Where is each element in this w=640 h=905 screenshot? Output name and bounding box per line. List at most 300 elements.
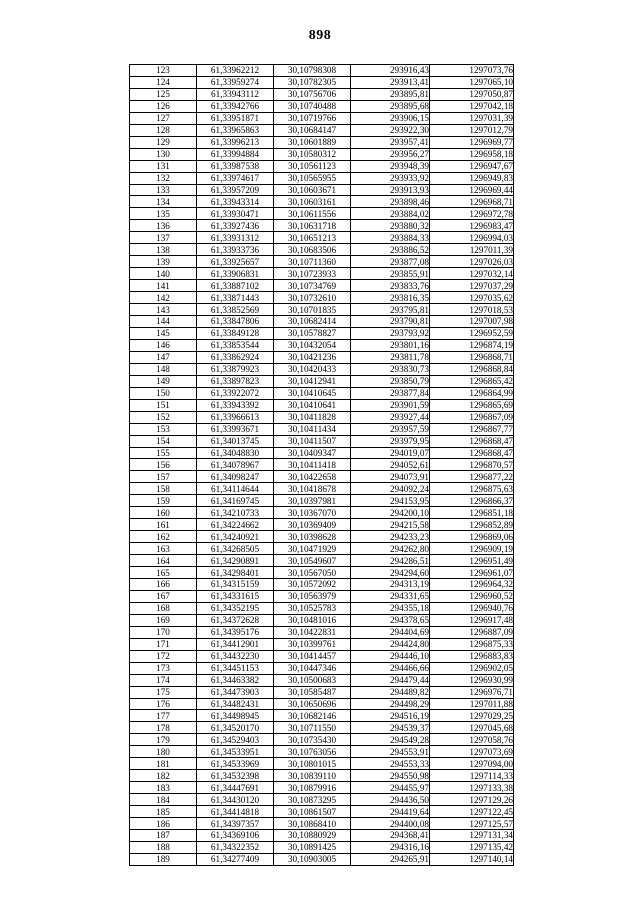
point-number-cell: 163: [130, 543, 197, 555]
x-coordinate-cell: 294052,61: [351, 459, 430, 471]
x-coordinate-cell: 294262,80: [351, 543, 430, 555]
point-number-cell: 134: [130, 196, 197, 208]
x-coordinate-cell: 293898,46: [351, 196, 430, 208]
y-coordinate-cell: 1296883,83: [430, 650, 514, 662]
longitude-cell: 30,10500683: [274, 674, 351, 686]
table-row: [130, 268, 514, 280]
latitude-cell: 61,33887102: [197, 280, 274, 292]
point-number-cell: 178: [130, 722, 197, 734]
y-coordinate-cell: 1297032,14: [430, 268, 514, 280]
point-number-cell: 169: [130, 614, 197, 626]
point-number-cell: 135: [130, 208, 197, 220]
y-coordinate-cell: 1296870,57: [430, 459, 514, 471]
y-coordinate-cell: 1297012,79: [430, 124, 514, 136]
latitude-cell: 61,33897823: [197, 375, 274, 387]
longitude-cell: 30,10798308: [274, 65, 351, 77]
x-coordinate-cell: 293922,30: [351, 124, 430, 136]
longitude-cell: 30,10399761: [274, 638, 351, 650]
x-coordinate-cell: 294316,16: [351, 841, 430, 853]
x-coordinate-cell: 294553,33: [351, 758, 430, 770]
x-coordinate-cell: 294479,44: [351, 674, 430, 686]
table-row: [130, 746, 514, 758]
latitude-cell: 61,33943314: [197, 196, 274, 208]
latitude-cell: 61,34224662: [197, 519, 274, 531]
point-number-cell: 154: [130, 435, 197, 447]
y-coordinate-cell: 1296868,47: [430, 435, 514, 447]
table-row: [130, 363, 514, 375]
point-number-cell: 155: [130, 447, 197, 459]
latitude-cell: 61,33966613: [197, 411, 274, 423]
x-coordinate-cell: 293790,81: [351, 316, 430, 328]
latitude-cell: 61,34098247: [197, 471, 274, 483]
point-number-cell: 153: [130, 423, 197, 435]
point-number-cell: 131: [130, 160, 197, 172]
point-number-cell: 137: [130, 232, 197, 244]
table-row: [130, 172, 514, 184]
x-coordinate-cell: 293880,32: [351, 220, 430, 232]
point-number-cell: 158: [130, 483, 197, 495]
y-coordinate-cell: 1296865,42: [430, 375, 514, 387]
x-coordinate-cell: 294215,58: [351, 519, 430, 531]
table-row: [130, 662, 514, 674]
latitude-cell: 61,33852569: [197, 304, 274, 316]
point-number-cell: 149: [130, 375, 197, 387]
table-row: [130, 316, 514, 328]
table-row: [130, 841, 514, 853]
y-coordinate-cell: 1296868,71: [430, 351, 514, 363]
table-row: [130, 674, 514, 686]
latitude-cell: 61,34114644: [197, 483, 274, 495]
table-row: [130, 483, 514, 495]
latitude-cell: 61,33943112: [197, 88, 274, 100]
latitude-cell: 61,34432230: [197, 650, 274, 662]
latitude-cell: 61,34395176: [197, 626, 274, 638]
y-coordinate-cell: 1297133,38: [430, 782, 514, 794]
longitude-cell: 30,10763056: [274, 746, 351, 758]
table-row: [130, 399, 514, 411]
table-row: [130, 292, 514, 304]
latitude-cell: 61,33959274: [197, 76, 274, 88]
table-row: [130, 650, 514, 662]
point-number-cell: 129: [130, 136, 197, 148]
x-coordinate-cell: 293933,92: [351, 172, 430, 184]
point-number-cell: 173: [130, 662, 197, 674]
point-number-cell: 127: [130, 112, 197, 124]
x-coordinate-cell: 293979,95: [351, 435, 430, 447]
y-coordinate-cell: 1297058,76: [430, 734, 514, 746]
longitude-cell: 30,10525783: [274, 602, 351, 614]
y-coordinate-cell: 1296947,67: [430, 160, 514, 172]
point-number-cell: 157: [130, 471, 197, 483]
y-coordinate-cell: 1297011,39: [430, 244, 514, 256]
longitude-cell: 30,10572092: [274, 578, 351, 590]
longitude-cell: 30,10891425: [274, 841, 351, 853]
x-coordinate-cell: 293916,43: [351, 65, 430, 77]
longitude-cell: 30,10756706: [274, 88, 351, 100]
longitude-cell: 30,10369409: [274, 519, 351, 531]
longitude-cell: 30,10701835: [274, 304, 351, 316]
table-row: [130, 411, 514, 423]
longitude-cell: 30,10563979: [274, 590, 351, 602]
x-coordinate-cell: 294294,60: [351, 567, 430, 579]
y-coordinate-cell: 1297073,69: [430, 746, 514, 758]
latitude-cell: 61,34498945: [197, 710, 274, 722]
x-coordinate-cell: 293895,81: [351, 88, 430, 100]
x-coordinate-cell: 294019,07: [351, 447, 430, 459]
y-coordinate-cell: 1296969,77: [430, 136, 514, 148]
x-coordinate-cell: 293895,68: [351, 100, 430, 112]
point-number-cell: 147: [130, 351, 197, 363]
y-coordinate-cell: 1297018,53: [430, 304, 514, 316]
latitude-cell: 61,34169745: [197, 495, 274, 507]
y-coordinate-cell: 1296887,09: [430, 626, 514, 638]
table-row: [130, 638, 514, 650]
longitude-cell: 30,10711550: [274, 722, 351, 734]
point-number-cell: 124: [130, 76, 197, 88]
x-coordinate-cell: 294424,80: [351, 638, 430, 650]
y-coordinate-cell: 1296983,47: [430, 220, 514, 232]
y-coordinate-cell: 1297042,18: [430, 100, 514, 112]
x-coordinate-cell: 294355,18: [351, 602, 430, 614]
longitude-cell: 30,10432054: [274, 339, 351, 351]
y-coordinate-cell: 1296951,49: [430, 555, 514, 567]
table-row: [130, 423, 514, 435]
point-number-cell: 186: [130, 818, 197, 830]
point-number-cell: 126: [130, 100, 197, 112]
point-number-cell: 136: [130, 220, 197, 232]
table-row: [130, 88, 514, 100]
x-coordinate-cell: 293948,39: [351, 160, 430, 172]
x-coordinate-cell: 294400,08: [351, 818, 430, 830]
longitude-cell: 30,10683506: [274, 244, 351, 256]
longitude-cell: 30,10711360: [274, 256, 351, 268]
y-coordinate-cell: 1296909,19: [430, 543, 514, 555]
x-coordinate-cell: 293956,27: [351, 148, 430, 160]
x-coordinate-cell: 294265,91: [351, 853, 430, 865]
y-coordinate-cell: 1297094,00: [430, 758, 514, 770]
point-number-cell: 181: [130, 758, 197, 770]
table-row: [130, 65, 514, 77]
latitude-cell: 61,34372628: [197, 614, 274, 626]
longitude-cell: 30,10603671: [274, 184, 351, 196]
x-coordinate-cell: 294153,95: [351, 495, 430, 507]
longitude-cell: 30,10631718: [274, 220, 351, 232]
longitude-cell: 30,10414457: [274, 650, 351, 662]
latitude-cell: 61,34277409: [197, 853, 274, 865]
y-coordinate-cell: 1296949,83: [430, 172, 514, 184]
longitude-cell: 30,10732610: [274, 292, 351, 304]
latitude-cell: 61,33849128: [197, 327, 274, 339]
table-row: [130, 770, 514, 782]
coordinates-table-body: [130, 65, 514, 866]
y-coordinate-cell: 1297129,26: [430, 794, 514, 806]
y-coordinate-cell: 1297011,88: [430, 698, 514, 710]
longitude-cell: 30,10420433: [274, 363, 351, 375]
point-number-cell: 142: [130, 292, 197, 304]
longitude-cell: 30,10422831: [274, 626, 351, 638]
x-coordinate-cell: 294073,91: [351, 471, 430, 483]
x-coordinate-cell: 293801,16: [351, 339, 430, 351]
point-number-cell: 145: [130, 327, 197, 339]
table-row: [130, 818, 514, 830]
latitude-cell: 61,33933736: [197, 244, 274, 256]
y-coordinate-cell: 1296851,18: [430, 507, 514, 519]
longitude-cell: 30,10740488: [274, 100, 351, 112]
y-coordinate-cell: 1296972,78: [430, 208, 514, 220]
longitude-cell: 30,10367070: [274, 507, 351, 519]
latitude-cell: 61,33925657: [197, 256, 274, 268]
table-row: [130, 256, 514, 268]
longitude-cell: 30,10682146: [274, 710, 351, 722]
table-row: [130, 196, 514, 208]
longitude-cell: 30,10880929: [274, 830, 351, 842]
point-number-cell: 125: [130, 88, 197, 100]
latitude-cell: 61,34048830: [197, 447, 274, 459]
point-number-cell: 160: [130, 507, 197, 519]
point-number-cell: 189: [130, 853, 197, 865]
latitude-cell: 61,33862924: [197, 351, 274, 363]
y-coordinate-cell: 1297073,76: [430, 65, 514, 77]
x-coordinate-cell: 294331,65: [351, 590, 430, 602]
page-number: 898: [308, 28, 332, 43]
y-coordinate-cell: 1296930,99: [430, 674, 514, 686]
latitude-cell: 61,33930471: [197, 208, 274, 220]
latitude-cell: 61,33942766: [197, 100, 274, 112]
longitude-cell: 30,10903005: [274, 853, 351, 865]
y-coordinate-cell: 1297125,57: [430, 818, 514, 830]
x-coordinate-cell: 294553,91: [351, 746, 430, 758]
x-coordinate-cell: 293906,15: [351, 112, 430, 124]
latitude-cell: 61,33994884: [197, 148, 274, 160]
table-row: [130, 758, 514, 770]
longitude-cell: 30,10611556: [274, 208, 351, 220]
longitude-cell: 30,10682414: [274, 316, 351, 328]
y-coordinate-cell: 1296868,84: [430, 363, 514, 375]
x-coordinate-cell: 293927,44: [351, 411, 430, 423]
longitude-cell: 30,10409347: [274, 447, 351, 459]
y-coordinate-cell: 1297135,42: [430, 841, 514, 853]
y-coordinate-cell: 1297050,87: [430, 88, 514, 100]
x-coordinate-cell: 293877,84: [351, 387, 430, 399]
longitude-cell: 30,10421236: [274, 351, 351, 363]
y-coordinate-cell: 1296864,99: [430, 387, 514, 399]
x-coordinate-cell: 293830,73: [351, 363, 430, 375]
latitude-cell: 61,33957209: [197, 184, 274, 196]
y-coordinate-cell: 1296874,19: [430, 339, 514, 351]
table-row: [130, 853, 514, 865]
y-coordinate-cell: 1296917,48: [430, 614, 514, 626]
y-coordinate-cell: 1297035,62: [430, 292, 514, 304]
longitude-cell: 30,10782305: [274, 76, 351, 88]
point-number-cell: 168: [130, 602, 197, 614]
table-row: [130, 602, 514, 614]
longitude-cell: 30,10422658: [274, 471, 351, 483]
longitude-cell: 30,10411418: [274, 459, 351, 471]
longitude-cell: 30,10549607: [274, 555, 351, 567]
latitude-cell: 61,33847806: [197, 316, 274, 328]
x-coordinate-cell: 293913,41: [351, 76, 430, 88]
y-coordinate-cell: 1296964,32: [430, 578, 514, 590]
table-row: [130, 148, 514, 160]
point-number-cell: 151: [130, 399, 197, 411]
latitude-cell: 61,34397357: [197, 818, 274, 830]
y-coordinate-cell: 1296865,69: [430, 399, 514, 411]
table-row: [130, 543, 514, 555]
latitude-cell: 61,34315159: [197, 578, 274, 590]
point-number-cell: 123: [130, 65, 197, 77]
table-row: [130, 208, 514, 220]
latitude-cell: 61,33931312: [197, 232, 274, 244]
y-coordinate-cell: 1297026,03: [430, 256, 514, 268]
table-row: [130, 471, 514, 483]
longitude-cell: 30,10410641: [274, 399, 351, 411]
x-coordinate-cell: 293793,92: [351, 327, 430, 339]
point-number-cell: 182: [130, 770, 197, 782]
point-number-cell: 152: [130, 411, 197, 423]
latitude-cell: 61,34520170: [197, 722, 274, 734]
table-row: [130, 531, 514, 543]
point-number-cell: 179: [130, 734, 197, 746]
table-row: [130, 507, 514, 519]
y-coordinate-cell: 1296969,44: [430, 184, 514, 196]
longitude-cell: 30,10719766: [274, 112, 351, 124]
longitude-cell: 30,10481016: [274, 614, 351, 626]
table-row: [130, 136, 514, 148]
point-number-cell: 159: [130, 495, 197, 507]
latitude-cell: 61,33965863: [197, 124, 274, 136]
longitude-cell: 30,10650696: [274, 698, 351, 710]
coordinates-table: [129, 64, 514, 866]
y-coordinate-cell: 1296976,71: [430, 686, 514, 698]
longitude-cell: 30,10861507: [274, 806, 351, 818]
x-coordinate-cell: 294200,10: [351, 507, 430, 519]
latitude-cell: 61,34078967: [197, 459, 274, 471]
x-coordinate-cell: 293886,52: [351, 244, 430, 256]
y-coordinate-cell: 1296968,71: [430, 196, 514, 208]
x-coordinate-cell: 293884,02: [351, 208, 430, 220]
table-row: [130, 782, 514, 794]
x-coordinate-cell: 294446,10: [351, 650, 430, 662]
point-number-cell: 188: [130, 841, 197, 853]
table-row: [130, 698, 514, 710]
x-coordinate-cell: 294286,51: [351, 555, 430, 567]
latitude-cell: 61,33974617: [197, 172, 274, 184]
point-number-cell: 141: [130, 280, 197, 292]
y-coordinate-cell: 1296875,63: [430, 483, 514, 495]
point-number-cell: 166: [130, 578, 197, 590]
y-coordinate-cell: 1297031,39: [430, 112, 514, 124]
latitude-cell: 61,33993671: [197, 423, 274, 435]
longitude-cell: 30,10412941: [274, 375, 351, 387]
latitude-cell: 61,34290891: [197, 555, 274, 567]
latitude-cell: 61,34298401: [197, 567, 274, 579]
table-row: [130, 232, 514, 244]
x-coordinate-cell: 294092,24: [351, 483, 430, 495]
table-row: [130, 280, 514, 292]
y-coordinate-cell: 1297007,98: [430, 316, 514, 328]
point-number-cell: 183: [130, 782, 197, 794]
longitude-cell: 30,10873295: [274, 794, 351, 806]
table-row: [130, 830, 514, 842]
point-number-cell: 176: [130, 698, 197, 710]
latitude-cell: 61,34533951: [197, 746, 274, 758]
table-row: [130, 339, 514, 351]
y-coordinate-cell: 1297140,14: [430, 853, 514, 865]
table-row: [130, 555, 514, 567]
latitude-cell: 61,34430120: [197, 794, 274, 806]
point-number-cell: 177: [130, 710, 197, 722]
y-coordinate-cell: 1297029,25: [430, 710, 514, 722]
point-number-cell: 150: [130, 387, 197, 399]
table-row: [130, 244, 514, 256]
table-row: [130, 124, 514, 136]
x-coordinate-cell: 293850,79: [351, 375, 430, 387]
latitude-cell: 61,34369106: [197, 830, 274, 842]
x-coordinate-cell: 294550,98: [351, 770, 430, 782]
y-coordinate-cell: 1296994,03: [430, 232, 514, 244]
table-row: [130, 614, 514, 626]
latitude-cell: 61,34331615: [197, 590, 274, 602]
x-coordinate-cell: 294455,97: [351, 782, 430, 794]
x-coordinate-cell: 294368,41: [351, 830, 430, 842]
x-coordinate-cell: 293901,59: [351, 399, 430, 411]
latitude-cell: 61,33906831: [197, 268, 274, 280]
latitude-cell: 61,34414818: [197, 806, 274, 818]
point-number-cell: 139: [130, 256, 197, 268]
latitude-cell: 61,34482431: [197, 698, 274, 710]
longitude-cell: 30,10868410: [274, 818, 351, 830]
latitude-cell: 61,34463382: [197, 674, 274, 686]
longitude-cell: 30,10879916: [274, 782, 351, 794]
latitude-cell: 61,33996213: [197, 136, 274, 148]
table-row: [130, 794, 514, 806]
latitude-cell: 61,33962212: [197, 65, 274, 77]
x-coordinate-cell: 293957,41: [351, 136, 430, 148]
longitude-cell: 30,10410645: [274, 387, 351, 399]
y-coordinate-cell: 1297065,10: [430, 76, 514, 88]
longitude-cell: 30,10651213: [274, 232, 351, 244]
table-row: [130, 220, 514, 232]
y-coordinate-cell: 1296902,05: [430, 662, 514, 674]
table-row: [130, 806, 514, 818]
point-number-cell: 132: [130, 172, 197, 184]
y-coordinate-cell: 1296940,76: [430, 602, 514, 614]
table-row: [130, 447, 514, 459]
y-coordinate-cell: 1297122,45: [430, 806, 514, 818]
longitude-cell: 30,10601889: [274, 136, 351, 148]
point-number-cell: 164: [130, 555, 197, 567]
y-coordinate-cell: 1296868,47: [430, 447, 514, 459]
x-coordinate-cell: 293877,08: [351, 256, 430, 268]
point-number-cell: 133: [130, 184, 197, 196]
longitude-cell: 30,10397981: [274, 495, 351, 507]
x-coordinate-cell: 294404,69: [351, 626, 430, 638]
longitude-cell: 30,10561123: [274, 160, 351, 172]
latitude-cell: 61,33927436: [197, 220, 274, 232]
longitude-cell: 30,10580312: [274, 148, 351, 160]
table-row: [130, 304, 514, 316]
latitude-cell: 61,34473903: [197, 686, 274, 698]
table-row: [130, 435, 514, 447]
x-coordinate-cell: 294549,28: [351, 734, 430, 746]
table-row: [130, 626, 514, 638]
y-coordinate-cell: 1296867,09: [430, 411, 514, 423]
longitude-cell: 30,10411434: [274, 423, 351, 435]
table-row: [130, 710, 514, 722]
point-number-cell: 187: [130, 830, 197, 842]
longitude-cell: 30,10801015: [274, 758, 351, 770]
longitude-cell: 30,10734769: [274, 280, 351, 292]
